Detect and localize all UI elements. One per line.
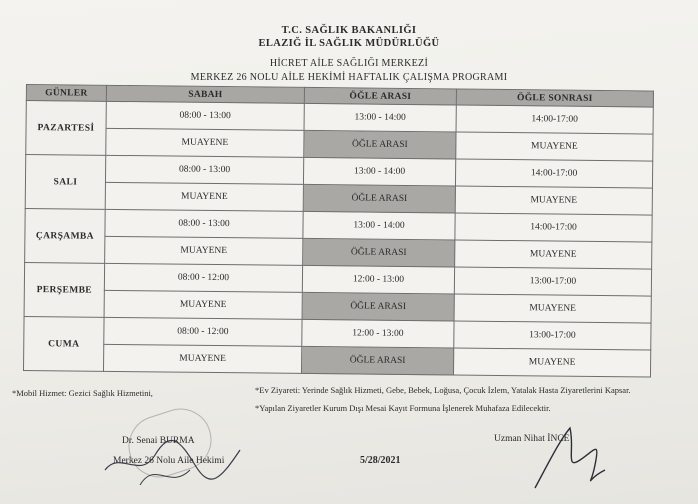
afternoon-task-cell: MUAYENE bbox=[455, 186, 652, 215]
column-header-afternoon: ÖĞLE SONRASI bbox=[456, 89, 653, 107]
day-cell: CUMA bbox=[23, 316, 104, 371]
document-date: 5/28/2021 bbox=[360, 455, 401, 466]
specialist-signature-icon bbox=[525, 420, 615, 495]
center-title: HİCRET AİLE SAĞLIĞI MERKEZİ bbox=[269, 58, 429, 69]
morning-time-cell: 08:00 - 13:00 bbox=[106, 101, 304, 130]
morning-time-cell: 08:00 - 12:00 bbox=[104, 263, 302, 292]
column-header-days: GÜNLER bbox=[26, 85, 106, 102]
morning-time-cell: 08:00 - 13:00 bbox=[105, 209, 303, 238]
morning-task-cell: MUAYENE bbox=[105, 182, 303, 211]
day-cell: SALI bbox=[25, 155, 106, 210]
morning-task-cell: MUAYENE bbox=[105, 236, 303, 265]
column-header-morning: SABAH bbox=[106, 85, 304, 103]
noon-time-cell: 13:00 - 14:00 bbox=[303, 211, 455, 240]
afternoon-time-cell: 14:00-17:00 bbox=[455, 159, 652, 188]
doctor-name: Dr. Senai BURMA bbox=[122, 436, 195, 446]
noon-time-cell: 12:00 - 13:00 bbox=[302, 265, 454, 294]
afternoon-task-cell: MUAYENE bbox=[455, 240, 652, 269]
doctor-title: Merkez 26 Nolu Aile Hekimi bbox=[113, 456, 225, 466]
ministry-title: T.C. SAĞLIK BAKANLIĞI bbox=[281, 25, 417, 36]
noon-task-cell: ÖĞLE ARASI bbox=[303, 238, 455, 267]
home-visit-note: *Ev Ziyareti: Yerinde Sağlık Hizmeti, Gebe, Bebek, Loğusa, Çocuk İzlem, Yatalak Hasta Ziyaretlerini Kapsar. bbox=[255, 385, 631, 395]
morning-time-cell: 08:00 - 13:00 bbox=[105, 155, 303, 184]
day-cell: PERŞEMBE bbox=[24, 262, 105, 317]
noon-task-cell: ÖĞLE ARASI bbox=[302, 292, 454, 321]
column-header-noon: ÖĞLE ARASI bbox=[304, 87, 456, 105]
afternoon-time-cell: 13:00-17:00 bbox=[454, 321, 651, 350]
afternoon-time-cell: 14:00-17:00 bbox=[455, 213, 652, 242]
noon-task-cell: ÖĞLE ARASI bbox=[303, 184, 455, 213]
specialist-name: Uzman Nihat İNCE bbox=[494, 434, 570, 444]
mobile-service-note: *Mobil Hizmet: Gezici Sağlık Hizmetini, bbox=[12, 388, 153, 398]
afternoon-task-cell: MUAYENE bbox=[456, 132, 653, 161]
noon-task-cell: ÖĞLE ARASI bbox=[304, 130, 456, 159]
program-title: MERKEZ 26 NOLU AİLE HEKİMİ HAFTALIK ÇALIŞMA PROGRAMI bbox=[190, 72, 508, 83]
day-cell: ÇARŞAMBA bbox=[25, 208, 106, 263]
morning-task-cell: MUAYENE bbox=[106, 128, 304, 157]
noon-time-cell: 12:00 - 13:00 bbox=[302, 319, 454, 348]
noon-time-cell: 13:00 - 14:00 bbox=[304, 103, 456, 132]
day-cell: PAZARTESİ bbox=[26, 101, 107, 156]
noon-time-cell: 13:00 - 14:00 bbox=[303, 157, 455, 186]
morning-time-cell: 08:00 - 12:00 bbox=[104, 317, 302, 346]
records-note: *Yapılan Ziyaretler Kurum Dışı Mesai Kayıt Formuna İşlenerek Muhafaza Edilecektir. bbox=[255, 403, 551, 413]
noon-task-cell: ÖĞLE ARASI bbox=[301, 346, 453, 375]
afternoon-time-cell: 13:00-17:00 bbox=[454, 267, 651, 296]
directorate-title: ELAZIĞ İL SAĞLIK MÜDÜRLÜĞÜ bbox=[258, 38, 440, 49]
morning-task-cell: MUAYENE bbox=[103, 344, 301, 373]
afternoon-task-cell: MUAYENE bbox=[453, 348, 650, 377]
afternoon-task-cell: MUAYENE bbox=[454, 294, 651, 323]
table-row bbox=[23, 343, 650, 377]
afternoon-time-cell: 14:00-17:00 bbox=[456, 105, 653, 134]
weekly-schedule-table bbox=[23, 84, 654, 378]
morning-task-cell: MUAYENE bbox=[104, 290, 302, 319]
